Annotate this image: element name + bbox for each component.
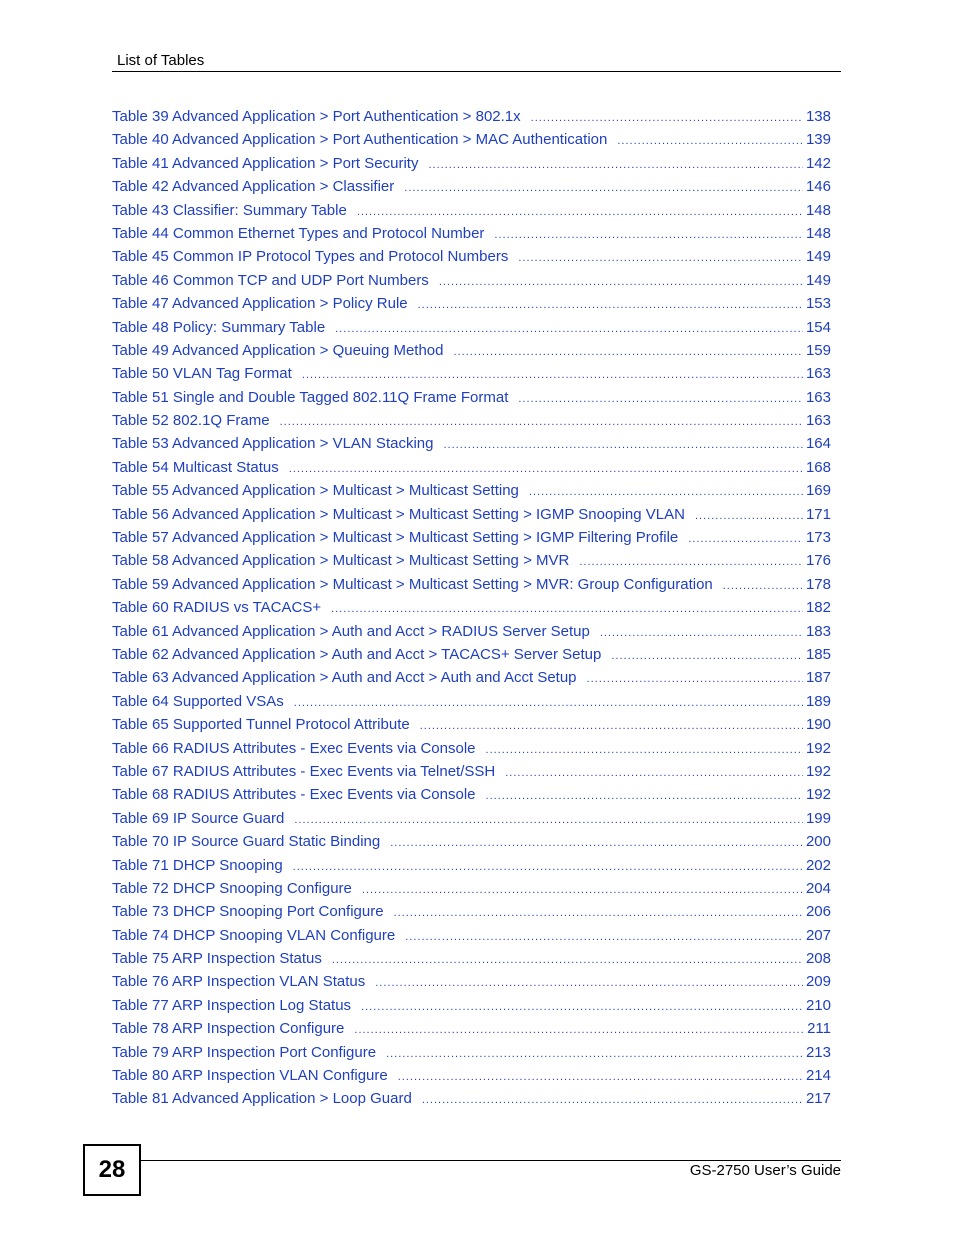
toc-entry-page[interactable]: 163 <box>805 412 831 430</box>
toc-entry-page[interactable]: 211 <box>807 1020 831 1038</box>
toc-entry-title[interactable]: Table 79 ARP Inspection Port Configure <box>112 1043 377 1061</box>
toc-entry-page[interactable]: 192 <box>805 762 831 780</box>
toc-dot-leader <box>335 318 803 341</box>
toc-entry-title[interactable]: Table 45 Common IP Protocol Types and Protocol Numbers <box>112 248 509 266</box>
toc-entry-page[interactable]: 190 <box>805 716 831 734</box>
toc-entry-title[interactable]: Table 44 Common Ethernet Types and Protocol Number <box>112 224 485 242</box>
toc-entry[interactable] <box>112 1064 831 1087</box>
toc-entry-title[interactable]: Table 72 DHCP Snooping Configure <box>112 879 352 897</box>
toc-entry-page[interactable]: 154 <box>805 318 831 336</box>
footer-divider <box>139 1160 841 1161</box>
toc-entry-title[interactable]: Table 73 DHCP Snooping Port Configure <box>112 903 384 921</box>
toc-entry-title[interactable]: Table 46 Common TCP and UDP Port Numbers <box>112 271 429 289</box>
toc-entry-title[interactable]: Table 78 ARP Inspection Configure <box>112 1020 345 1038</box>
toc-dot-leader <box>280 411 803 434</box>
toc-entry-page[interactable]: 148 <box>805 224 831 242</box>
toc-entry-title[interactable]: Table 63 Advanced Application > Auth and Acct > Auth and Acct Setup <box>112 669 577 687</box>
toc-dot-leader <box>486 785 803 808</box>
toc-entry-title[interactable]: Table 77 ARP Inspection Log Status <box>112 996 352 1014</box>
guide-title: GS-2750 User’s Guide <box>689 1162 841 1179</box>
toc-dot-leader <box>361 996 803 1019</box>
toc-entry-page[interactable]: 208 <box>805 950 831 968</box>
toc-entry-page[interactable]: 206 <box>805 903 831 921</box>
toc-entry[interactable] <box>112 386 831 409</box>
toc-dot-leader <box>422 1089 803 1112</box>
toc-entry-page[interactable]: 149 <box>805 248 831 266</box>
toc-dot-leader <box>420 715 803 738</box>
toc-entry-title[interactable]: Table 68 RADIUS Attributes - Exec Events via Console <box>112 786 476 804</box>
toc-entry[interactable] <box>112 994 831 1017</box>
toc-entry-title[interactable]: Table 54 Multicast Status <box>112 458 279 476</box>
toc-dot-leader <box>688 528 803 551</box>
toc-dot-leader <box>386 1043 803 1066</box>
toc-entry-page[interactable]: 182 <box>805 599 831 617</box>
toc-dot-leader <box>443 434 803 457</box>
toc-entry-title[interactable]: Table 80 ARP Inspection VLAN Configure <box>112 1067 388 1085</box>
toc-entry-page[interactable]: 209 <box>805 973 831 991</box>
toc-entry-page[interactable]: 142 <box>805 154 831 172</box>
toc-dot-leader <box>454 341 803 364</box>
toc-entry[interactable] <box>112 737 831 760</box>
toc-entry-title[interactable]: Table 67 RADIUS Attributes - Exec Events via Telnet/SSH <box>112 762 496 780</box>
toc-entry-page[interactable]: 207 <box>805 926 831 944</box>
toc-entry-title[interactable]: Table 64 Supported VSAs <box>112 692 284 710</box>
toc-entry-title[interactable]: Table 61 Advanced Application > Auth and Acct > RADIUS Server Setup <box>112 622 590 640</box>
toc-entry[interactable] <box>112 456 831 479</box>
toc-dot-leader <box>394 902 803 925</box>
toc-entry-page[interactable]: 217 <box>805 1090 831 1108</box>
toc-dot-leader <box>332 949 803 972</box>
toc-entry-page[interactable]: 192 <box>805 739 831 757</box>
toc-entry-title[interactable]: Table 48 Policy: Summary Table <box>112 318 326 336</box>
toc-entry-page[interactable]: 210 <box>805 996 831 1014</box>
toc-dot-leader <box>302 364 803 387</box>
toc-entry-page[interactable]: 200 <box>805 833 831 851</box>
toc-entry-title[interactable]: Table 41 Advanced Application > Port Security <box>112 154 419 172</box>
toc-entry[interactable] <box>112 245 831 268</box>
toc-entry-title[interactable]: Table 39 Advanced Application > Port Authentication > 802.1x <box>112 108 521 125</box>
toc-entry[interactable] <box>112 924 831 947</box>
toc-entry[interactable] <box>112 526 831 549</box>
toc-entry-page[interactable]: 171 <box>805 505 831 523</box>
toc-dot-leader <box>439 271 803 294</box>
toc-entry-title[interactable]: Table 42 Advanced Application > Classifier <box>112 178 395 196</box>
toc-entry[interactable] <box>112 1087 831 1110</box>
toc-entry[interactable] <box>112 105 831 128</box>
toc-entry[interactable] <box>112 316 831 339</box>
toc-entry-title[interactable]: Table 60 RADIUS vs TACACS+ <box>112 599 322 617</box>
toc-dot-leader <box>600 622 803 645</box>
toc-dot-leader <box>362 879 803 902</box>
toc-entry-page[interactable]: 153 <box>805 295 831 313</box>
toc-entry[interactable] <box>112 807 831 830</box>
toc-entry-page[interactable]: 163 <box>805 388 831 406</box>
toc-entry[interactable] <box>112 690 831 713</box>
toc-entry[interactable] <box>112 643 831 666</box>
toc-dot-leader <box>579 551 803 574</box>
toc-entry-title[interactable]: Table 57 Advanced Application > Multicast > Multicast Setting > IGMP Filtering Profile <box>112 529 679 547</box>
toc-dot-leader <box>531 107 803 130</box>
toc-dot-leader <box>293 856 803 879</box>
list-of-tables <box>112 105 831 1111</box>
toc-entry-page[interactable]: 146 <box>805 178 831 196</box>
toc-dot-leader <box>390 832 803 855</box>
toc-dot-leader <box>486 739 803 762</box>
toc-entry[interactable] <box>112 128 831 151</box>
toc-entry-page[interactable]: 199 <box>805 809 831 827</box>
toc-entry[interactable] <box>112 362 831 385</box>
toc-entry-title[interactable]: Table 65 Supported Tunnel Protocol Attribute <box>112 716 410 734</box>
toc-entry[interactable] <box>112 947 831 970</box>
toc-entry-title[interactable]: Table 53 Advanced Application > VLAN Stacking <box>112 435 434 453</box>
toc-entry[interactable] <box>112 854 831 877</box>
toc-dot-leader <box>587 668 803 691</box>
toc-entry[interactable] <box>112 1017 831 1040</box>
toc-dot-leader <box>354 1019 804 1042</box>
toc-entry-title[interactable]: Table 62 Advanced Application > Auth and Acct > TACACS+ Server Setup <box>112 645 602 663</box>
toc-entry-page[interactable]: 164 <box>805 435 831 453</box>
toc-entry[interactable] <box>112 900 831 923</box>
toc-entry[interactable] <box>112 970 831 993</box>
toc-entry[interactable] <box>112 1041 831 1064</box>
toc-entry[interactable] <box>112 199 831 222</box>
toc-entry[interactable] <box>112 409 831 432</box>
toc-entry-page[interactable]: 173 <box>805 529 831 547</box>
toc-entry-page[interactable]: 214 <box>805 1067 831 1085</box>
toc-dot-leader <box>617 130 803 153</box>
toc-entry-page[interactable]: 183 <box>805 622 831 640</box>
toc-dot-leader <box>404 177 803 200</box>
toc-entry[interactable] <box>112 479 831 502</box>
toc-entry[interactable] <box>112 269 831 292</box>
toc-entry-page[interactable]: 163 <box>805 365 831 383</box>
toc-entry-page[interactable]: 176 <box>805 552 831 570</box>
toc-entry-page[interactable]: 185 <box>805 645 831 663</box>
toc-entry-title[interactable]: Table 49 Advanced Application > Queuing Method <box>112 341 444 359</box>
toc-entry-title[interactable]: Table 76 ARP Inspection VLAN Status <box>112 973 366 991</box>
page-number-box <box>83 1144 141 1196</box>
toc-dot-leader <box>289 458 803 481</box>
toc-entry[interactable] <box>112 830 831 853</box>
toc-entry-title[interactable]: Table 75 ARP Inspection Status <box>112 950 322 968</box>
toc-entry-page[interactable]: 148 <box>805 201 831 219</box>
toc-entry-page[interactable]: 149 <box>805 271 831 289</box>
toc-entry[interactable] <box>112 877 831 900</box>
toc-entry-title[interactable]: Table 66 RADIUS Attributes - Exec Events via Console <box>112 739 476 757</box>
toc-entry-title[interactable]: Table 43 Classifier: Summary Table <box>112 201 347 219</box>
toc-entry-title[interactable]: Table 69 IP Source Guard <box>112 809 285 827</box>
toc-entry-title[interactable]: Table 52 802.1Q Frame <box>112 412 270 430</box>
running-header: List of Tables <box>117 52 205 69</box>
toc-entry[interactable] <box>112 549 831 572</box>
toc-entry-page[interactable]: 192 <box>805 786 831 804</box>
toc-entry-page[interactable]: 189 <box>805 692 831 710</box>
toc-entry-page[interactable]: 202 <box>805 856 831 874</box>
toc-entry-title[interactable]: Table 81 Advanced Application > Loop Guard <box>112 1090 412 1108</box>
toc-entry[interactable] <box>112 503 831 526</box>
toc-dot-leader <box>494 224 803 247</box>
toc-entry-title[interactable]: Table 40 Advanced Application > Port Authentication > MAC Authentication <box>112 131 608 149</box>
toc-dot-leader <box>518 247 803 270</box>
toc-dot-leader <box>357 201 803 224</box>
header-divider <box>112 71 841 72</box>
toc-entry[interactable] <box>112 175 831 198</box>
toc-entry-title[interactable]: Table 55 Advanced Application > Multicast > Multicast Setting <box>112 482 519 500</box>
toc-entry-page[interactable]: 187 <box>805 669 831 687</box>
toc-dot-leader <box>505 762 803 785</box>
page-number: 28 <box>98 1156 126 1183</box>
toc-entry[interactable] <box>112 152 831 175</box>
toc-dot-leader <box>723 575 803 598</box>
toc-dot-leader <box>398 1066 803 1089</box>
toc-entry-page[interactable]: 138 <box>805 108 831 125</box>
toc-entry-page[interactable]: 178 <box>805 575 831 593</box>
toc-entry[interactable] <box>112 760 831 783</box>
toc-dot-leader <box>294 692 803 715</box>
toc-entry-page[interactable]: 168 <box>805 458 831 476</box>
toc-entry-title[interactable]: Table 74 DHCP Snooping VLAN Configure <box>112 926 396 944</box>
toc-entry[interactable] <box>112 292 831 315</box>
toc-entry-title[interactable]: Table 51 Single and Double Tagged 802.11Q Frame Format <box>112 388 509 406</box>
toc-entry-page[interactable]: 159 <box>805 341 831 359</box>
toc-dot-leader <box>331 598 803 621</box>
toc-entry-title[interactable]: Table 59 Advanced Application > Multicast > Multicast Setting > MVR: Group Configuration <box>112 575 713 593</box>
toc-dot-leader <box>529 481 803 504</box>
toc-entry[interactable] <box>112 666 831 689</box>
toc-entry[interactable] <box>112 783 831 806</box>
toc-dot-leader <box>418 294 803 317</box>
toc-entry[interactable] <box>112 339 831 362</box>
toc-entry-page[interactable]: 139 <box>805 131 831 149</box>
toc-dot-leader <box>405 926 803 949</box>
toc-entry[interactable] <box>112 432 831 455</box>
toc-entry-title[interactable]: Table 71 DHCP Snooping <box>112 856 283 874</box>
toc-dot-leader <box>294 809 803 832</box>
toc-entry-page[interactable]: 204 <box>805 879 831 897</box>
toc-entry-title[interactable]: Table 58 Advanced Application > Multicast > Multicast Setting > MVR <box>112 552 570 570</box>
toc-entry[interactable] <box>112 713 831 736</box>
toc-dot-leader <box>695 505 803 528</box>
toc-dot-leader <box>611 645 803 668</box>
toc-entry-title[interactable]: Table 56 Advanced Application > Multicast > Multicast Setting > IGMP Snooping VLAN <box>112 505 685 523</box>
toc-entry-title[interactable]: Table 50 VLAN Tag Format <box>112 365 292 383</box>
toc-entry[interactable] <box>112 573 831 596</box>
toc-entry-title[interactable]: Table 47 Advanced Application > Policy Rule <box>112 295 408 313</box>
toc-dot-leader <box>518 388 803 411</box>
toc-entry-page[interactable]: 169 <box>805 482 831 500</box>
toc-entry-page[interactable]: 213 <box>805 1043 831 1061</box>
toc-entry-title[interactable]: Table 70 IP Source Guard Static Binding <box>112 833 381 851</box>
toc-dot-leader <box>375 972 803 995</box>
toc-entry[interactable] <box>112 222 831 245</box>
toc-entry[interactable] <box>112 596 831 619</box>
toc-entry[interactable] <box>112 620 831 643</box>
toc-dot-leader <box>428 154 803 177</box>
